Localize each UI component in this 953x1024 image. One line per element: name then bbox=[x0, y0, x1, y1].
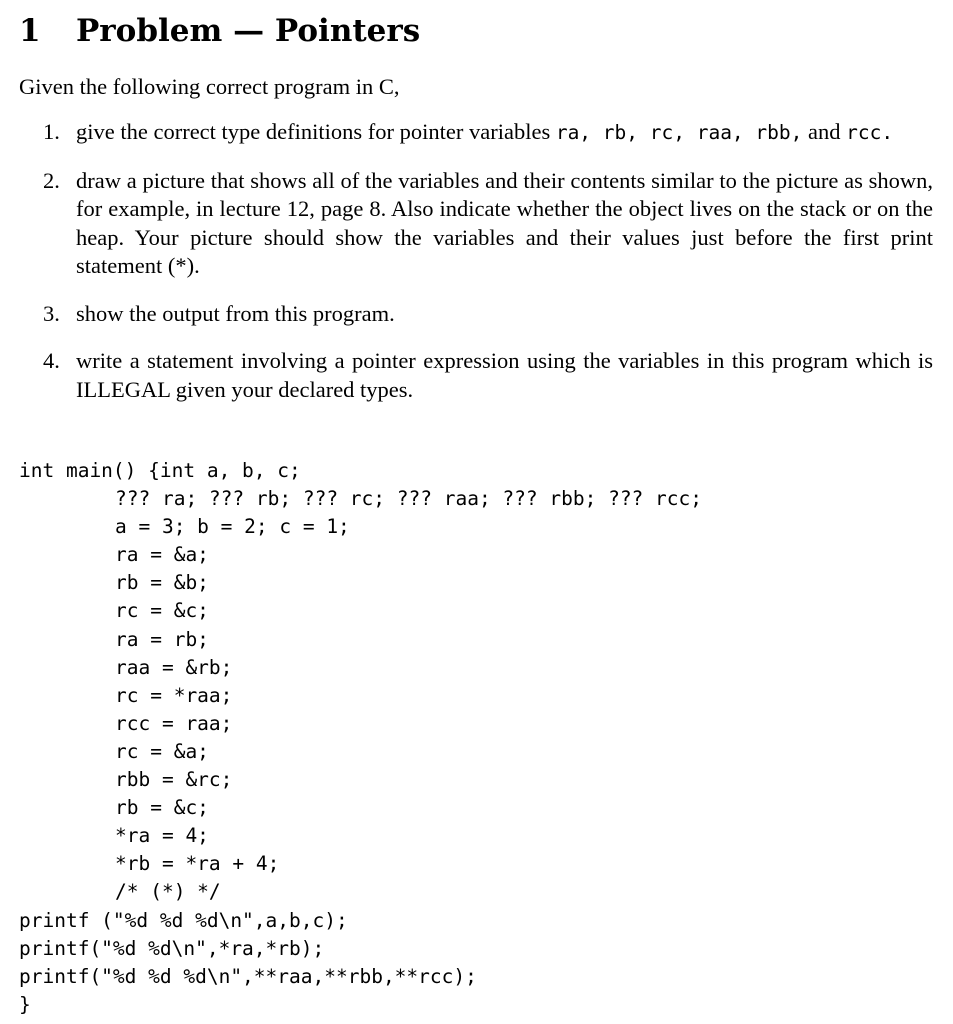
code-line: *rb = *ra + 4; bbox=[115, 852, 280, 876]
question-item bbox=[19, 118, 933, 148]
section-heading bbox=[19, 9, 420, 53]
intro-paragraph: Given the following correct program in C, bbox=[19, 74, 400, 99]
section-number: 1 bbox=[19, 13, 41, 49]
code-line: rc = &c; bbox=[115, 599, 209, 623]
code-inline-text: ra, rb, rc, raa, rbb, bbox=[555, 121, 803, 144]
question-number: 3. bbox=[43, 300, 60, 326]
code-line: } bbox=[19, 992, 31, 1016]
code-line: raa = &rb; bbox=[115, 655, 233, 679]
question-text: show the output from this program. bbox=[76, 300, 395, 326]
section-title: Problem — Pointers bbox=[76, 13, 421, 49]
code-inline-text: rcc. bbox=[846, 121, 894, 144]
code-line: rc = &a; bbox=[115, 739, 209, 763]
code-listing bbox=[19, 457, 702, 1019]
question-text: give the correct type definitions for pointer variables bbox=[76, 119, 556, 144]
question-item bbox=[19, 167, 933, 281]
code-line: printf("%d %d\n",*ra,*rb); bbox=[19, 936, 325, 960]
question-number: 2. bbox=[43, 167, 60, 193]
code-line: rb = &c; bbox=[115, 796, 209, 820]
question-item bbox=[19, 300, 933, 329]
question-list bbox=[19, 118, 933, 423]
code-line: ??? ra; ??? rb; ??? rc; ??? raa; ??? rbb; ??? rcc; bbox=[115, 487, 702, 511]
code-line: a = 3; b = 2; c = 1; bbox=[115, 515, 350, 539]
code-line: *ra = 4; bbox=[115, 824, 209, 848]
question-text: write a statement involving a pointer expression using the variables in this program which is ILLEGAL given your declared types. bbox=[76, 348, 933, 402]
code-line: rbb = &rc; bbox=[115, 768, 233, 792]
code-line: /* (*) */ bbox=[115, 880, 221, 904]
question-item bbox=[19, 347, 933, 404]
code-line: printf ("%d %d %d\n",a,b,c); bbox=[19, 908, 348, 932]
code-line: ra = rb; bbox=[115, 627, 209, 651]
code-line: printf("%d %d %d\n",**raa,**rbb,**rcc); bbox=[19, 964, 477, 988]
code-line: rcc = raa; bbox=[115, 711, 233, 735]
code-line: rb = &b; bbox=[115, 571, 209, 595]
question-number: 1. bbox=[43, 119, 60, 144]
code-line: ra = &a; bbox=[115, 543, 209, 567]
code-line: int main() {int a, b, c; bbox=[19, 459, 301, 482]
question-number: 4. bbox=[43, 348, 60, 373]
code-line: rc = *raa; bbox=[115, 683, 233, 707]
question-text: draw a picture that shows all of the variables and their contents similar to the picture as shown, for example, in lecture 12, page 8. Also indicate whether the object lives on the stack or on the heap. Your picture should show the variables and their values just before the first print statement (*). bbox=[76, 167, 933, 278]
question-text: and bbox=[802, 119, 847, 144]
